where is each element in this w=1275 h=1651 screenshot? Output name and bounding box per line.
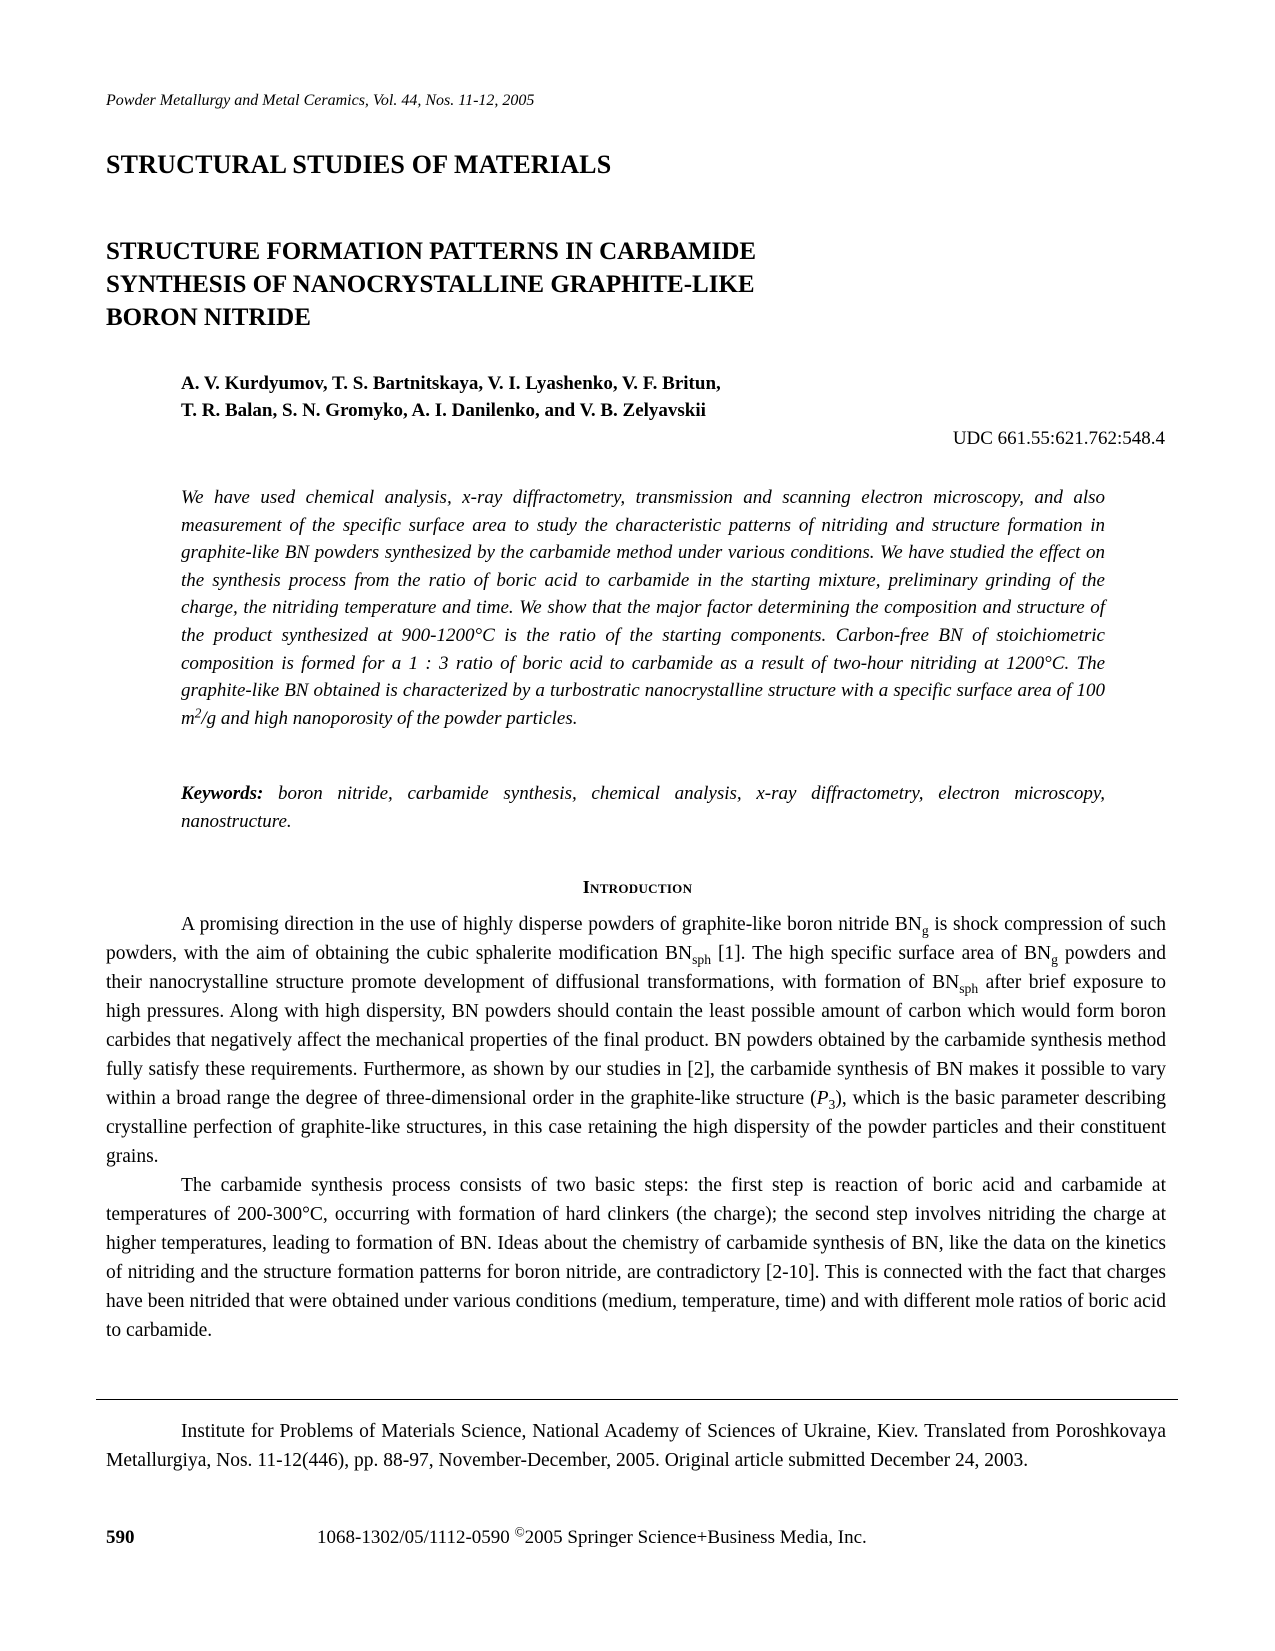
section-heading: STRUCTURAL STUDIES OF MATERIALS: [106, 150, 612, 179]
copyright-code: 1068-1302/05/1112-0590: [317, 1527, 515, 1548]
journal-citation: Powder Metallurgy and Metal Ceramics, Vol. 44, Nos. 11-12, 2005: [106, 92, 535, 109]
text-run: after brief exposure to high pressures. Along with high dispersity, BN powders should contain the least possible amount of carbon which would form boron carbides that negatively affect the mechanical properties of the final product. BN powders obtained by the carbamide synthesis method fully satisfy these requirements. Furthermore, as shown by our studies in [2], the carbamide synthesis of BN makes it possible to vary within a broad range the degree of three-dimensional order in the graphite-like structure (: [106, 972, 1166, 1109]
article-title: [106, 235, 1006, 334]
text-run: [1]. The high specific surface area of BN: [711, 943, 1052, 964]
keywords: [181, 780, 1105, 835]
author-line: A. V. Kurdyumov, T. S. Bartnitskaya, V. I. Lyashenko, V. F. Britun,: [181, 373, 721, 394]
abstract-text-end: /g and high nanoporosity of the powder particles.: [201, 707, 578, 729]
copyright-symbol: ©: [514, 1524, 525, 1540]
title-line: BORON NITRIDE: [106, 304, 311, 331]
abstract-superscript: 2: [194, 705, 202, 721]
affiliation-note: Institute for Problems of Materials Science, National Academy of Sciences of Ukraine, Kiev. Translated from Poroshkovaya Metallurgiya, Nos. 11-12(446), pp. 88-97, November-December, 2005. Original article submitted December 24, 2003.: [106, 1421, 1166, 1471]
title-line: STRUCTURE FORMATION PATTERNS IN CARBAMIDE: [106, 238, 757, 265]
page-number: 590: [106, 1527, 135, 1548]
paragraph: [106, 910, 1166, 1171]
introduction-body: [106, 910, 1166, 1345]
abstract-text: We have used chemical analysis, x-ray diffractometry, transmission and scanning electron microscopy, and also measurement of the specific surface area to study the characteristic patterns of nitriding and structure formation in graphite-like BN powders synthesized by the carbamide method under various conditions. We have studied the effect on the synthesis process from the ratio of boric acid to carbamide in the starting mixture, preliminary grinding of the charge, the nitriding temperature and time. We show that the major factor determining the composition and structure of the product synthesized at 900-1200°C is the ratio of the starting components. Carbon-free BN of stoichiometric composition is formed for a 1 : 3 ratio of boric acid to carbamide as a result of two-hour nitriding at 1200°C. The graphite-like BN obtained is characterized by a turbostratic nanocrystalline structure with a specific surface area of 100 m: [181, 487, 1105, 729]
subscript: g: [921, 922, 929, 938]
text-run: ), which is the basic parameter describing crystalline perfection of graphite-like structures, in this case retaining the high dispersity of the powder particles and their constituent grains.: [106, 1088, 1166, 1167]
copyright-line: [317, 1524, 867, 1549]
paragraph: The carbamide synthesis process consists of two basic steps: the first step is reaction of boric acid and carbamide at temperatures of 200-300°C, occurring with formation of hard clinkers (the charge); the second step involves nitriding the charge at higher temperatures, leading to formation of BN. Ideas about the chemistry of carbamide synthesis of BN, like the data on the kinetics of nitriding and the structure formation patterns for boron nitride, are contradictory [2-10]. This is connected with the fact that charges have been nitrided that were obtained under various conditions (medium, temperature, time) and with different mole ratios of boric acid to carbamide.: [106, 1175, 1166, 1341]
text-run: powders and their nanocrystalline structure promote development of diffusional transformations, with formation of BN: [106, 943, 1166, 993]
title-line: SYNTHESIS OF NANOCRYSTALLINE GRAPHITE-LIKE: [106, 271, 755, 298]
subscript: g: [1051, 951, 1058, 967]
text-run: A promising direction in the use of highly disperse powders of graphite-like boron nitride BN: [181, 914, 922, 935]
subscript: sph: [692, 951, 712, 967]
abstract: [181, 484, 1105, 732]
subscript: sph: [959, 980, 979, 996]
udc-code: UDC 661.55:621.762:548.4: [952, 428, 1165, 449]
keywords-label: Keywords:: [181, 783, 264, 804]
introduction-heading: Introduction: [582, 877, 693, 897]
author-line: T. R. Balan, S. N. Gromyko, A. I. Danilenko, and V. B. Zelyavskii: [181, 400, 706, 421]
italic-symbol: P: [816, 1088, 829, 1109]
author-list: [181, 370, 1081, 424]
subscript: 3: [828, 1096, 836, 1112]
footnote-divider: [96, 1399, 1178, 1400]
text-run: is shock compression of such powders, with the aim of obtaining the cubic sphalerite modification BN: [106, 914, 1167, 964]
keywords-text: boron nitride, carbamide synthesis, chemical analysis, x-ray diffractometry, electron microscopy, nanostructure.: [181, 783, 1105, 832]
copyright-text: 2005 Springer Science+Business Media, Inc.: [524, 1527, 867, 1548]
